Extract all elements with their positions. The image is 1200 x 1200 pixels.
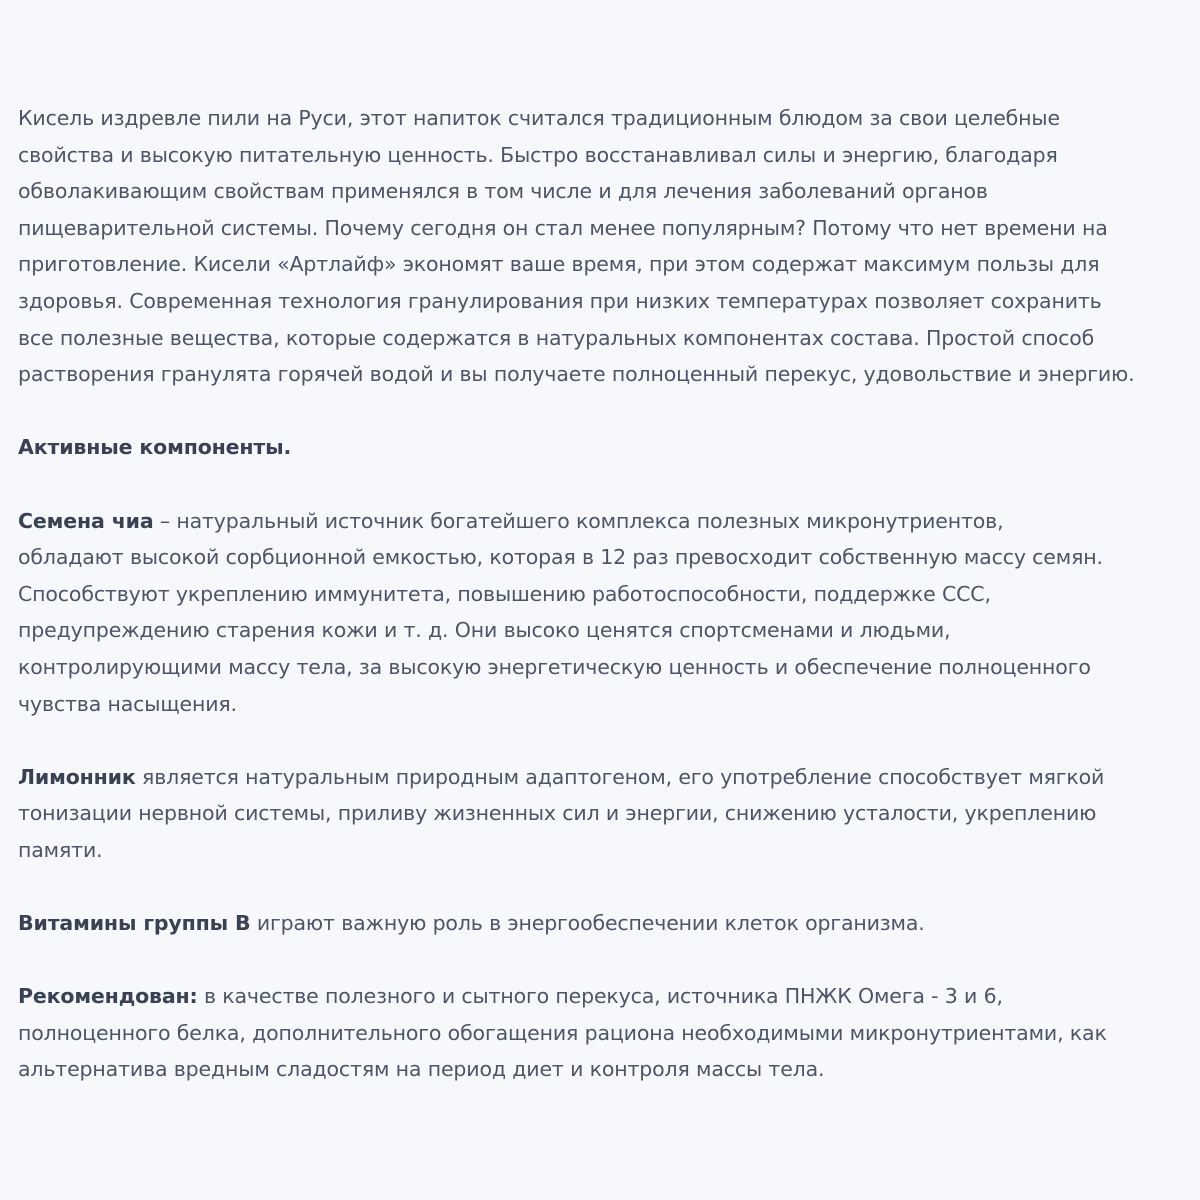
chia-line-3: Способствуют укреплению иммунитета, повышению работоспособности, поддержке ССС, [18, 581, 991, 606]
recommended-line-3: альтернатива вредным сладостям на период диет и контроля массы тела. [18, 1057, 825, 1082]
intro-line-4: пищеварительной системы. Почему сегодня он стал менее популярным? Потому что нет времени на [18, 215, 1108, 240]
recommended-term: Рекомендован: [18, 984, 198, 1009]
intro-line-7: все полезные вещества, которые содержатся в натуральных компонентах состава. Простой способ [18, 325, 1095, 350]
chia-line-2: обладают высокой сорбционной емкостью, которая в 12 раз превосходит собственную массу семян. [18, 545, 1103, 570]
lemongrass-term: Лимонник [18, 764, 136, 789]
active-components-heading [18, 429, 1186, 466]
lemongrass-line-1 [18, 759, 1186, 796]
lemongrass-line-2: тонизации нервной системы, приливу жизненных сил и энергии, снижению усталости, укреплению [18, 801, 1097, 826]
chia-line-6: чувства насыщения. [18, 691, 237, 716]
vitamins-term: Витамины группы В [18, 911, 251, 936]
intro-line-6: здоровья. Современная технология гранулирования при низких температурах позволяет сохранить [18, 288, 1102, 313]
chia-line-4: предупреждению старения кожи и т. д. Они высоко ценятся спортсменами и людьми, [18, 618, 951, 643]
lemongrass-paragraph [18, 759, 1186, 869]
lemongrass-text-1: является натуральным природным адаптогеном, его употребление способствует мягкой [135, 764, 1105, 789]
lemongrass-line-3: памяти. [18, 837, 103, 862]
recommended-line-2: полноценного белка, дополнительного обогащения рациона необходимыми микронутриентами, как [18, 1020, 1107, 1045]
active-components-title: Активные компоненты. [18, 435, 292, 460]
chia-line-5: контролирующими массу тела, за высокую энергетическую ценность и обеспечение полноценного [18, 654, 1091, 679]
vitamins-line-1 [18, 905, 1186, 942]
vitamins-paragraph [18, 905, 1186, 942]
intro-line-1: Кисель издревле пили на Руси, этот напиток считался традиционным блюдом за свои целебные [18, 106, 1060, 130]
intro-line-2: свойства и высокую питательную ценность. Быстро восстанавливал силы и энергию, благодаря [18, 142, 1058, 167]
chia-paragraph [18, 503, 1186, 723]
vitamins-text-1: играют важную роль в энергообеспечении клеток организма. [250, 911, 925, 936]
product-description [18, 100, 1186, 1125]
recommended-text-1: в качестве полезного и сытного перекуса, источника ПНЖК Омега - 3 и 6, [197, 984, 1003, 1009]
intro-paragraph [18, 100, 1186, 393]
chia-term: Семена чиа [18, 508, 154, 533]
recommended-line-1 [18, 978, 1186, 1015]
intro-line-8: растворения гранулята горячей водой и вы получаете полноценный перекус, удовольствие и энергию. [18, 362, 1135, 387]
recommended-paragraph [18, 978, 1186, 1088]
chia-line-1 [18, 503, 1186, 540]
intro-line-5: приготовление. Кисели «Артлайф» экономят ваше время, при этом содержат максимум пользы для [18, 252, 1100, 277]
chia-text-1: – натуральный источник богатейшего комплекса полезных микронутриентов, [153, 508, 1004, 533]
intro-line-3: обволакивающим свойствам применялся в том числе и для лечения заболеваний органов [18, 179, 988, 204]
